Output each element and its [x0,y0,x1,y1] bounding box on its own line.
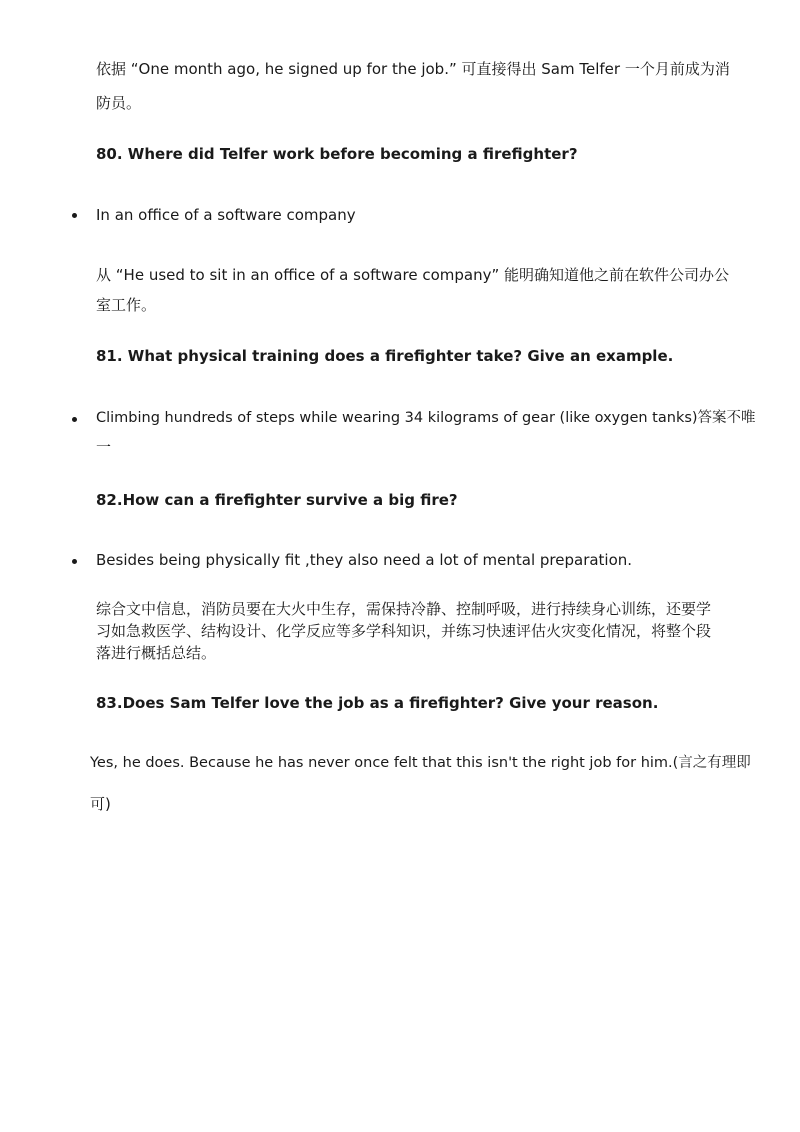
answer-82: Besides being physically fit ,they also need a lot of mental preparation. [96,551,633,569]
question-82: 82.How can a firefighter survive a big fire? [96,491,458,509]
answer-83-line-1: Yes, he does. Because he has never once felt that this isn't the right job for him.(言之有理即 [90,755,751,771]
answer-80: In an office of a software company [96,206,356,224]
explanation-79-line-2: 防员。 [96,94,142,112]
answer-81-line-2: 一 [96,438,112,456]
explanation-82-line-2: 习如急救医学、结构设计、化学反应等多学科知识，并练习快速评估火灾变化情况，将整个段 [96,622,712,640]
bullet-82 [72,559,77,564]
question-83: 83.Does Sam Telfer love the job as a firefighter? Give your reason. [96,694,659,712]
explanation-80-line-1: 从 “He used to sit in an office of a software company” 能明确知道他之前在软件公司办公 [96,266,729,284]
answer-83-line-2: 可) [90,795,111,813]
explanation-82-line-3: 落进行概括总结。 [96,644,217,662]
bullet-81 [72,417,77,422]
bullet-80 [72,213,77,218]
question-81: 81. What physical training does a firefighter take? Give an example. [96,347,674,365]
explanation-82-line-1: 综合文中信息，消防员要在大火中生存，需保持冷静、控制呼吸，进行持续身心训练，还要学 [96,600,712,618]
explanation-80-line-2: 室工作。 [96,296,157,314]
answer-81-line-1: Climbing hundreds of steps while wearing 34 kilograms of gear (like oxygen tanks)答案不唯 [96,410,756,426]
question-80: 80. Where did Telfer work before becoming a firefighter? [96,145,578,163]
explanation-79-line-1: 依据 “One month ago, he signed up for the job.” 可直接得出 Sam Telfer 一个月前成为消 [96,60,730,78]
